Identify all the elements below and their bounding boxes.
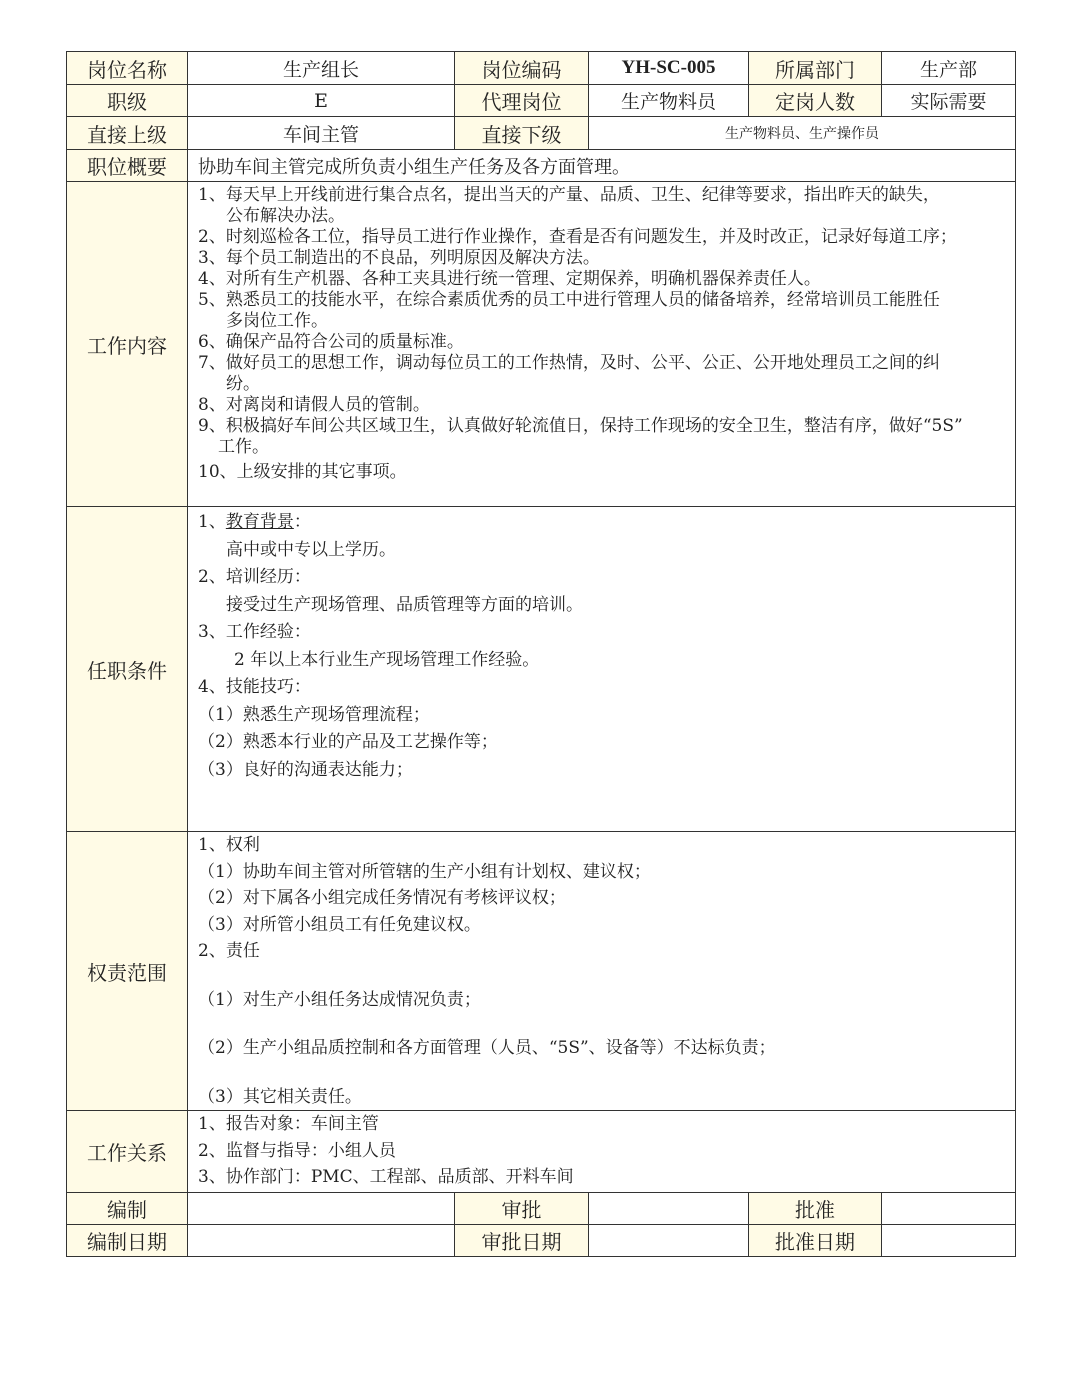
relations-content	[188, 1111, 1016, 1193]
summary-label: 职位概要	[67, 150, 188, 182]
approved-label: 批准	[749, 1193, 882, 1225]
right-item: （2）对下属各小组完成任务情况有考核评议权；	[198, 888, 566, 908]
summary-value: 协助车间主管完成所负责小组生产任务及各方面管理。	[188, 150, 1016, 182]
approved-date-value[interactable]	[882, 1225, 1016, 1257]
skill-item: （3）良好的沟通表达能力；	[198, 759, 413, 780]
department-label: 所属部门	[749, 52, 882, 85]
skills-title: 4、技能技巧：	[198, 677, 311, 697]
duty-line: 多岗位工作。	[226, 311, 328, 331]
headcount-label: 定岗人数	[749, 85, 882, 117]
right-item: （1）协助车间主管对所管辖的生产小组有计划权、建议权；	[198, 861, 651, 882]
row-signoff-dates	[67, 1225, 1016, 1257]
reviewed-label: 审批	[455, 1193, 589, 1225]
skill-item: （1）熟悉生产现场管理流程；	[198, 704, 430, 725]
reviewed-date-value[interactable]	[589, 1225, 749, 1257]
relation-item: 1、报告对象：车间主管	[198, 1114, 379, 1134]
prepared-label: 编制	[67, 1193, 188, 1225]
experience-title: 3、工作经验：	[198, 622, 311, 642]
responsibility-item: （3）其它相关责任。	[198, 1086, 362, 1107]
subordinate-label: 直接下级	[455, 117, 589, 150]
department-value: 生产部	[882, 52, 1016, 85]
duty-line: 4、对所有生产机器、各种工夹具进行统一管理、定期保养，明确机器保养责任人。	[198, 269, 821, 289]
superior-value: 车间主管	[188, 117, 455, 150]
duties-label: 工作内容	[67, 182, 188, 507]
row-superior	[67, 117, 1016, 150]
row-post-name	[67, 52, 1016, 85]
responsibility-title: 2、责任	[198, 941, 260, 961]
relation-item: 3、协作部门：PMC、工程部、品质部、开料车间	[198, 1167, 574, 1187]
row-relations	[67, 1111, 1016, 1193]
row-authority	[67, 832, 1016, 1111]
prepared-value[interactable]	[188, 1193, 455, 1225]
authority-content	[188, 832, 1016, 1111]
deputy-value: 生产物料员	[589, 85, 749, 117]
reviewed-date-label: 审批日期	[455, 1225, 589, 1257]
requirements-label: 任职条件	[67, 507, 188, 832]
approved-date-label: 批准日期	[749, 1225, 882, 1257]
skill-item: （2）熟悉本行业的产品及工艺操作等；	[198, 732, 498, 752]
row-duties	[67, 182, 1016, 507]
post-name-value: 生产组长	[188, 52, 455, 85]
headcount-value: 实际需要	[882, 85, 1016, 117]
job-description-table	[66, 51, 1016, 1257]
grade-label: 职级	[67, 85, 188, 117]
requirements-content	[188, 507, 1016, 832]
superior-label: 直接上级	[67, 117, 188, 150]
post-code-value: YH-SC-005	[589, 52, 749, 85]
prepared-date-label: 编制日期	[67, 1225, 188, 1257]
responsibility-item: （1）对生产小组任务达成情况负责；	[198, 989, 481, 1010]
right-item: （3）对所管小组员工有任免建议权。	[198, 914, 481, 935]
duty-line: 2、时刻巡检各工位，指导员工进行作业操作，查看是否有问题发生，并及时改正，记录好每道工序；	[198, 227, 957, 247]
grade-value: E	[188, 85, 455, 117]
duty-line: 7、做好员工的思想工作，调动每位员工的工作热情，及时、公平、公正、公开地处理员工之间的纠	[198, 353, 940, 373]
row-requirements	[67, 507, 1016, 832]
education-detail: 高中或中专以上学历。	[226, 539, 396, 560]
post-code-label: 岗位编码	[455, 52, 589, 85]
deputy-label: 代理岗位	[455, 85, 589, 117]
prepared-date-value[interactable]	[188, 1225, 455, 1257]
responsibility-item: （2）生产小组品质控制和各方面管理（人员、“5S”、设备等）不达标负责；	[198, 1038, 776, 1058]
rights-title: 1、权利	[198, 835, 260, 855]
education-title: 1、教育背景：	[198, 512, 311, 532]
row-grade	[67, 85, 1016, 117]
reviewed-value[interactable]	[589, 1193, 749, 1225]
training-title: 2、培训经历：	[198, 567, 311, 587]
duty-line: 6、确保产品符合公司的质量标准。	[198, 332, 464, 352]
relations-label: 工作关系	[67, 1111, 188, 1193]
duty-line: 10、上级安排的其它事项。	[198, 462, 407, 482]
duty-line: 公布解决办法。	[226, 206, 345, 226]
duty-line: 9、积极搞好车间公共区域卫生，认真做好轮流值日，保持工作现场的安全卫生，整洁有序，做好“5S”	[198, 416, 963, 436]
duty-line: 8、对离岗和请假人员的管制。	[198, 395, 430, 415]
duty-line: 5、熟悉员工的技能水平，在综合素质优秀的员工中进行管理人员的储备培养，经常培训员工能胜任	[198, 290, 940, 310]
row-summary	[67, 150, 1016, 182]
approved-value[interactable]	[882, 1193, 1016, 1225]
subordinate-value: 生产物料员、生产操作员	[589, 117, 1016, 150]
authority-label: 权责范围	[67, 832, 188, 1111]
row-signoff	[67, 1193, 1016, 1225]
duty-line: 工作。	[218, 437, 269, 457]
duties-content	[188, 182, 1016, 507]
training-detail: 接受过生产现场管理、品质管理等方面的培训。	[226, 594, 583, 615]
duty-line: 3、每个员工制造出的不良品，列明原因及解决方法。	[198, 248, 600, 268]
post-name-label: 岗位名称	[67, 52, 188, 85]
duty-line: 1、每天早上开线前进行集合点名，提出当天的产量、品质、卫生、纪律等要求，指出昨天的缺失，	[198, 185, 940, 205]
experience-detail: 2 年以上本行业生产现场管理工作经验。	[234, 649, 540, 670]
relation-item: 2、监督与指导：小组人员	[198, 1140, 396, 1161]
duty-line: 纷。	[226, 374, 260, 394]
